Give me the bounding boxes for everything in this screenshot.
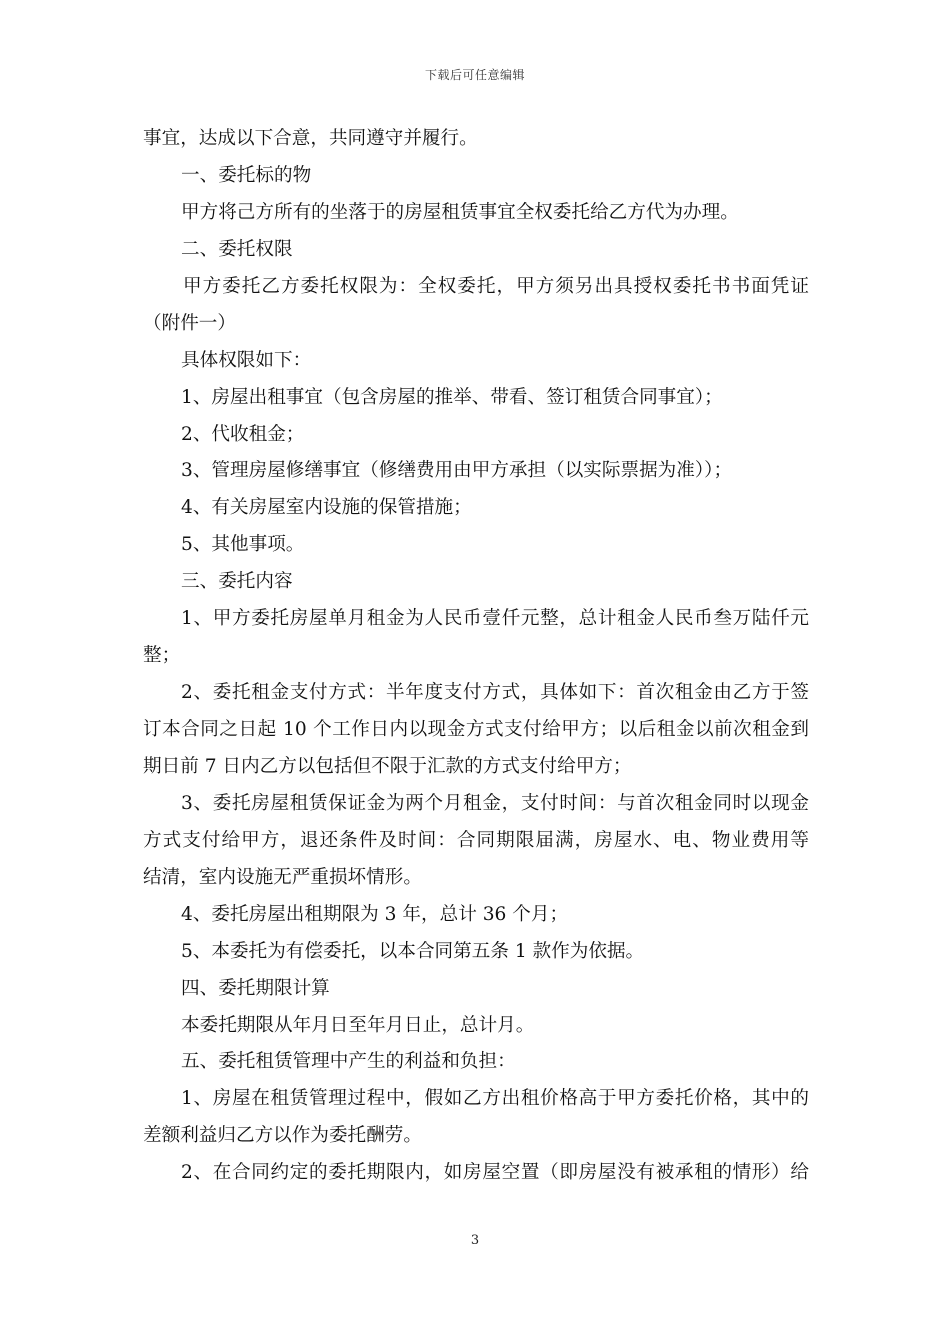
list-item: 5、本委托为有偿委托，以本合同第五条 1 款作为依据。 bbox=[181, 940, 645, 962]
section-heading-3: 三、委托内容 bbox=[181, 571, 293, 593]
section-heading-4: 四、委托期限计算 bbox=[181, 977, 330, 999]
document-body bbox=[143, 121, 809, 1192]
section-heading-5: 五、委托租赁管理中产生的利益和负担： bbox=[181, 1051, 516, 1073]
paragraph-line: 事宜，达成以下合意，共同遵守并履行。 bbox=[143, 128, 478, 149]
paragraph-line: 整； bbox=[143, 645, 181, 667]
section-heading-1: 一、委托标的物 bbox=[181, 164, 312, 186]
page-number: 3 bbox=[470, 1233, 480, 1248]
list-item: 2、代收租金； bbox=[181, 423, 305, 445]
paragraph-line: 差额利益归乙方以作为委托酬劳。 bbox=[143, 1125, 422, 1147]
paragraph-line: 期日前 7 日内乙方以包括但不限于汇款的方式支付给甲方； bbox=[143, 755, 632, 777]
list-item: 4、委托房屋出租期限为 3 年，总计 36 个月； bbox=[181, 903, 569, 925]
list-item: 1、房屋出租事宜（包含房屋的推举、带看、签订租赁合同事宜）； bbox=[181, 386, 723, 408]
paragraph-line: 结清，室内设施无严重损坏情形。 bbox=[143, 866, 422, 888]
list-item: 5、其他事项。 bbox=[181, 534, 305, 556]
paragraph-line: 具体权限如下： bbox=[181, 349, 312, 371]
section-heading-2: 二、委托权限 bbox=[181, 238, 293, 260]
paragraph-line: 方式支付给甲方，退还条件及时间：合同期限届满，房屋水、电、物业费用等 bbox=[143, 829, 809, 851]
paragraph-line: 甲方委托乙方委托权限为：全权委托，甲方须另出具授权委托书书面凭证 bbox=[183, 275, 809, 297]
list-item: 2、在合同约定的委托期限内，如房屋空置（即房屋没有被承租的情形）给 bbox=[181, 1162, 809, 1184]
paragraph-line: 甲方将己方所有的坐落于的房屋租赁事宜全权委托给乙方代为办理。 bbox=[181, 201, 739, 223]
page-header-note: 下载后可任意编辑 bbox=[424, 68, 525, 82]
list-item: 1、房屋在租赁管理过程中，假如乙方出租价格高于甲方委托价格，其中的 bbox=[181, 1088, 809, 1110]
list-item: 2、委托租金支付方式：半年度支付方式，具体如下：首次租金由乙方于签 bbox=[181, 682, 809, 704]
list-item: 3、委托房屋租赁保证金为两个月租金，支付时间：与首次租金同时以现金 bbox=[181, 792, 809, 814]
paragraph-line: 本委托期限从年月日至年月日止，总计月。 bbox=[181, 1014, 535, 1036]
list-item: 3、管理房屋修缮事宜（修缮费用由甲方承担（以实际票据为准））； bbox=[181, 460, 733, 482]
paragraph-line: （附件一） bbox=[143, 312, 236, 334]
paragraph-line: 订本合同之日起 10 个工作日内以现金方式支付给甲方；以后租金以前次租金到 bbox=[143, 719, 809, 740]
list-item: 1、甲方委托房屋单月租金为人民币壹仟元整，总计租金人民币叁万陆仟元 bbox=[181, 608, 809, 630]
list-item: 4、有关房屋室内设施的保管措施； bbox=[181, 497, 472, 519]
